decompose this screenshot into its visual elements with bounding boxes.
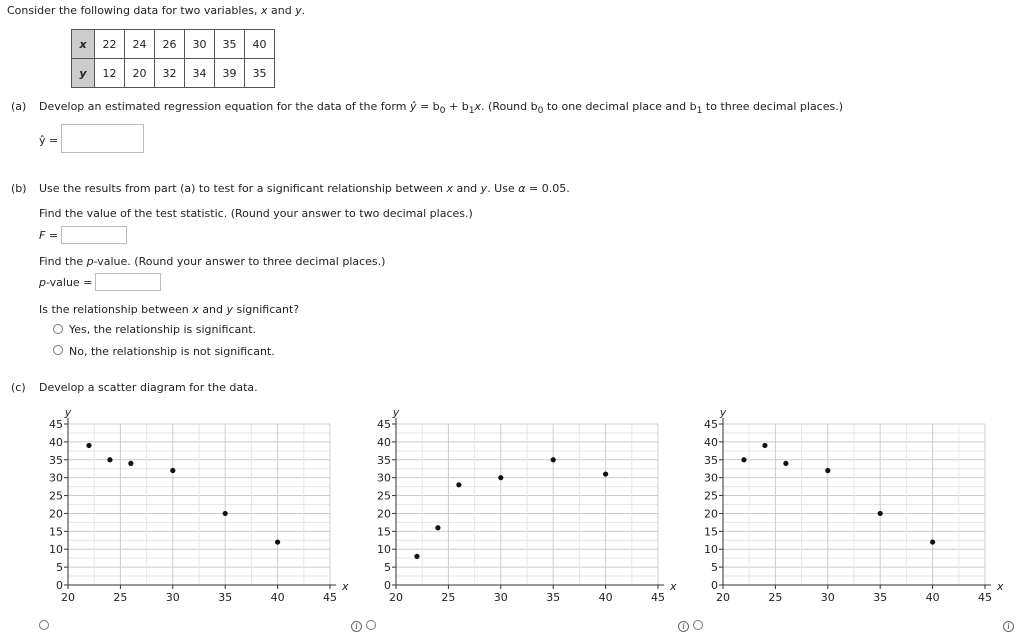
chart-1-radio[interactable]: [39, 620, 49, 630]
f-statistic-input[interactable]: [61, 226, 127, 244]
data-point: [128, 461, 133, 466]
x-tick-label: 25: [768, 591, 783, 604]
table-header-y: y: [72, 59, 95, 88]
yhat-answer-input[interactable]: [61, 124, 144, 153]
scatter-chart-option-2: [328, 400, 677, 610]
y-tick-label: 10: [377, 543, 391, 557]
part-b-question: Use the results from part (a) to test for a significant relationship between x and y. Use α = 0.05.: [39, 182, 570, 195]
x-tick-label: 25: [113, 591, 128, 604]
radio-no[interactable]: [53, 345, 63, 355]
y-tick-label: 25: [49, 489, 63, 503]
y-tick-label: 10: [704, 543, 718, 557]
y-tick-label: 5: [711, 561, 718, 575]
data-point: [223, 511, 228, 516]
y-tick-label: 35: [49, 453, 63, 467]
x-axis-label: x: [342, 580, 349, 593]
option-yes-label[interactable]: Yes, the relationship is significant.: [69, 323, 257, 336]
y-tick-label: 35: [377, 453, 391, 467]
x-tick-label: 35: [873, 591, 888, 604]
y-tick-label: 25: [704, 489, 718, 503]
part-c-question: Develop a scatter diagram for the data.: [39, 381, 258, 394]
p-value-input[interactable]: [95, 273, 161, 291]
x-tick-label: 40: [598, 591, 613, 604]
x-tick-label: 20: [389, 591, 403, 604]
y-axis-label: y: [392, 406, 400, 419]
y-axis-label: y: [719, 406, 727, 419]
table-cell: 34: [185, 59, 215, 88]
x-axis-label: x: [670, 580, 677, 593]
x-tick-label: 45: [323, 591, 337, 604]
y-tick-label: 15: [377, 525, 391, 539]
chart-3-radio[interactable]: [693, 620, 703, 630]
x-tick-label: 45: [978, 591, 992, 604]
y-tick-label: 40: [377, 435, 391, 449]
y-tick-label: 0: [384, 579, 391, 592]
part-a-question: Develop an estimated regression equation for the data of the form ŷ = $b_0 + b_1x$. (Round $b_0$ to one decimal place and $b_1$ to three decimal places.): [39, 100, 844, 117]
yhat-answer-label: ŷ =: [39, 134, 59, 147]
info-icon[interactable]: i: [678, 621, 689, 632]
x-tick-label: 45: [651, 591, 665, 604]
table-cell: 26: [155, 30, 185, 59]
table-cell: 24: [125, 30, 155, 59]
table-cell: 39: [215, 59, 245, 88]
y-tick-label: 30: [704, 471, 718, 485]
data-point: [551, 457, 556, 462]
y-tick-label: 30: [49, 471, 63, 485]
table-row-x: [72, 30, 275, 59]
table-cell: 22: [95, 30, 125, 59]
x-tick-label: 20: [61, 591, 75, 604]
y-tick-label: 45: [704, 418, 718, 431]
f-prompt: Find the value of the test statistic. (Round your answer to two decimal places.): [39, 207, 473, 220]
significance-question: Is the relationship between x and y significant?: [39, 303, 300, 316]
p-value-prompt: Find the p-value. (Round your answer to three decimal places.): [39, 255, 386, 268]
data-point: [456, 482, 461, 487]
data-point: [414, 554, 419, 559]
x-tick-label: 30: [165, 591, 180, 604]
table-cell: 20: [125, 59, 155, 88]
intro-text: Consider the following data for two variables, x and y.: [7, 4, 306, 17]
x-tick-label: 30: [820, 591, 835, 604]
data-point: [741, 457, 746, 462]
table-cell: 35: [245, 59, 275, 88]
data-point: [762, 443, 767, 448]
data-point: [170, 468, 175, 473]
y-tick-label: 40: [49, 435, 63, 449]
x-tick-label: 25: [441, 591, 456, 604]
f-label: F =: [39, 229, 59, 242]
y-tick-label: 5: [56, 561, 63, 575]
y-tick-label: 15: [704, 525, 718, 539]
x-tick-label: 40: [925, 591, 940, 604]
table-cell: 30: [185, 30, 215, 59]
y-tick-label: 45: [377, 418, 391, 431]
data-point: [435, 525, 440, 530]
y-axis-label: y: [64, 406, 72, 419]
y-tick-label: 40: [704, 435, 718, 449]
data-point: [275, 539, 280, 544]
y-tick-label: 20: [704, 507, 718, 521]
data-point: [878, 511, 883, 516]
info-icon[interactable]: i: [1003, 621, 1014, 632]
y-tick-label: 20: [377, 507, 391, 521]
data-point: [825, 468, 830, 473]
part-a-label: (a): [11, 100, 27, 113]
table-cell: 35: [215, 30, 245, 59]
scatter-chart-option-3: [655, 400, 1004, 610]
x-tick-label: 35: [546, 591, 561, 604]
y-tick-label: 25: [377, 489, 391, 503]
data-point: [603, 471, 608, 476]
radio-yes[interactable]: [53, 324, 63, 334]
y-tick-label: 20: [49, 507, 63, 521]
y-tick-label: 10: [49, 543, 63, 557]
y-tick-label: 0: [56, 579, 63, 592]
y-tick-label: 35: [704, 453, 718, 467]
data-point: [86, 443, 91, 448]
p-value-label: p-value =: [39, 276, 93, 289]
table-header-x: x: [72, 30, 95, 59]
x-tick-label: 35: [218, 591, 233, 604]
x-tick-label: 30: [493, 591, 508, 604]
table-row-y: [72, 59, 275, 88]
data-point: [783, 461, 788, 466]
part-b-label: (b): [11, 182, 27, 195]
x-tick-label: 20: [716, 591, 730, 604]
x-tick-label: 40: [270, 591, 285, 604]
x-axis-label: x: [997, 580, 1004, 593]
table-cell: 40: [245, 30, 275, 59]
data-point: [930, 539, 935, 544]
y-tick-label: 45: [49, 418, 63, 431]
scatter-chart-option-1: [0, 400, 349, 610]
y-tick-label: 15: [49, 525, 63, 539]
table-cell: 32: [155, 59, 185, 88]
option-no-label[interactable]: No, the relationship is not significant.: [69, 345, 275, 358]
data-table: [71, 29, 275, 88]
data-point: [107, 457, 112, 462]
y-tick-label: 0: [711, 579, 718, 592]
y-tick-label: 30: [377, 471, 391, 485]
data-point: [498, 475, 503, 480]
y-tick-label: 5: [384, 561, 391, 575]
table-cell: 12: [95, 59, 125, 88]
part-c-label: (c): [11, 381, 26, 394]
chart-2-radio[interactable]: [366, 620, 376, 630]
info-icon[interactable]: i: [351, 621, 362, 632]
